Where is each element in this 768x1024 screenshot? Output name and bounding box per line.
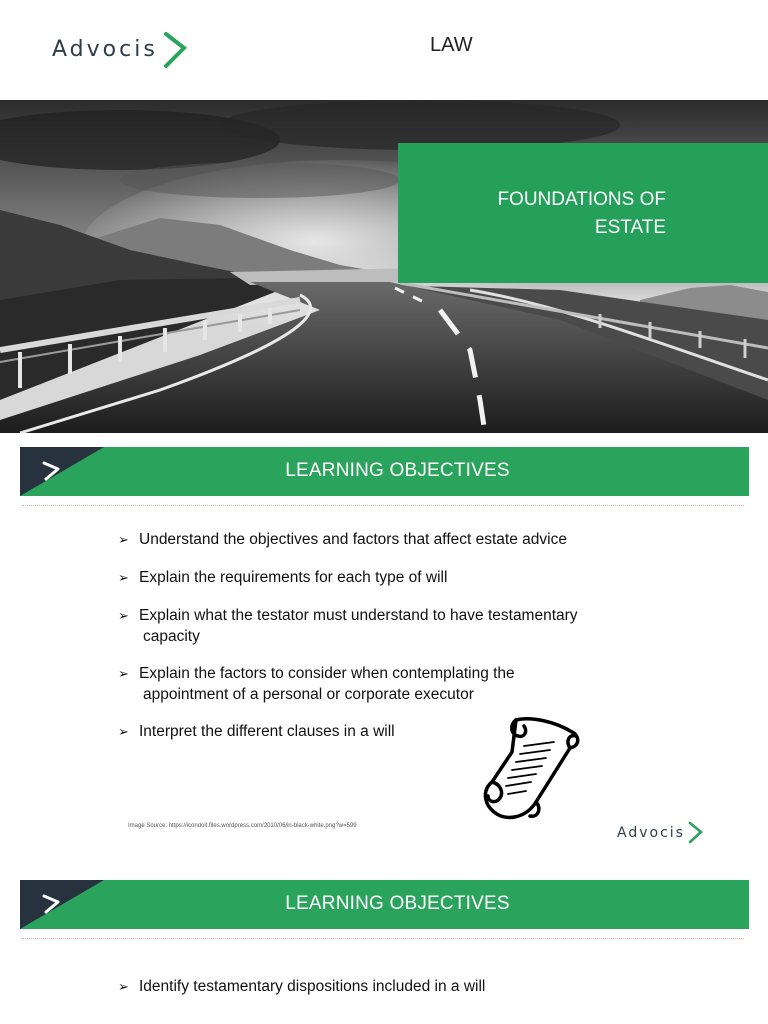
list-item bbox=[118, 567, 678, 588]
list-item bbox=[118, 976, 678, 997]
arrowhead-bullet-icon: ➢ bbox=[118, 666, 129, 681]
list-item-text: Explain what the testator must understand to have testamentary bbox=[139, 607, 578, 624]
arrowhead-bullet-icon: ➢ bbox=[118, 724, 129, 739]
presentation-title-line1: FOUNDATIONS OF bbox=[497, 189, 666, 210]
arrowhead-bullet-icon: ➢ bbox=[118, 532, 129, 547]
list-item-text: Interpret the different clauses in a will bbox=[139, 723, 395, 740]
arrowhead-bullet-icon: ➢ bbox=[118, 608, 129, 623]
logo-chevron-icon bbox=[156, 30, 190, 70]
divider bbox=[22, 938, 744, 939]
section-title: LAW bbox=[430, 34, 473, 56]
advocis-logo bbox=[52, 28, 190, 70]
banner-title: LEARNING OBJECTIVES bbox=[285, 893, 510, 914]
list-item-text: Explain the factors to consider when contemplating the bbox=[139, 665, 515, 682]
list-item bbox=[118, 605, 678, 647]
scroll-icon bbox=[476, 712, 586, 824]
learning-objectives-banner bbox=[20, 880, 749, 929]
presentation-title bbox=[386, 186, 666, 242]
list-item bbox=[118, 663, 678, 705]
list-item-text-continued: capacity bbox=[143, 628, 200, 645]
logo-chevron-icon bbox=[684, 820, 706, 846]
list-item bbox=[118, 721, 678, 742]
hero-road-image bbox=[0, 100, 768, 433]
image-source-caption: Image Source: https://icondoit.files.wordpress.com/2010/06/in-black-white.png?w=599 bbox=[128, 823, 357, 829]
banner-title: LEARNING OBJECTIVES bbox=[285, 460, 510, 481]
list-item-text: Identify testamentary dispositions included in a will bbox=[139, 978, 486, 995]
list-item bbox=[118, 529, 678, 550]
list-item-text-continued: appointment of a personal or corporate executor bbox=[143, 686, 474, 703]
arrowhead-bullet-icon: ➢ bbox=[118, 570, 129, 585]
advocis-logo-footer bbox=[617, 820, 706, 846]
arrowhead-bullet-icon: ➢ bbox=[118, 979, 129, 994]
presentation-title-line2: ESTATE bbox=[594, 217, 666, 238]
learning-objectives-banner bbox=[20, 447, 749, 496]
logo-wordmark: Advocis bbox=[52, 36, 158, 62]
objectives-list bbox=[118, 529, 678, 742]
objectives-list bbox=[118, 976, 678, 997]
list-item-text: Understand the objectives and factors that affect estate advice bbox=[139, 531, 567, 548]
divider bbox=[22, 505, 744, 506]
list-item-text: Explain the requirements for each type of will bbox=[139, 569, 448, 586]
logo-wordmark: Advocis bbox=[617, 825, 685, 841]
